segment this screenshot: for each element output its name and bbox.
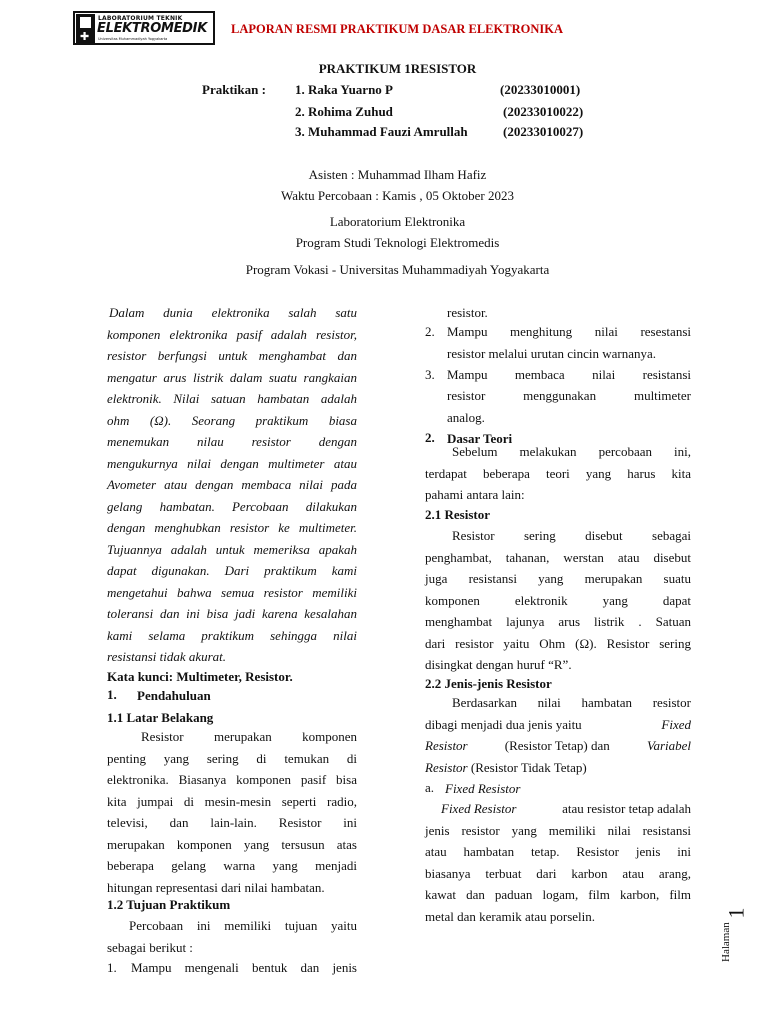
abstract-line: dapat digunakan. Dari praktikum kami xyxy=(107,563,357,578)
text-run: Resistor xyxy=(425,738,468,753)
section-1-title: Pendahuluan xyxy=(137,688,211,703)
praktikan-label: Praktikan : xyxy=(202,82,266,97)
paragraph-line: televisi, dan lain-lain. Resistor ini xyxy=(107,815,357,830)
experiment-time: Waktu Percobaan : Kamis , 05 Oktober 2023 xyxy=(281,188,514,203)
goal-1-number: 1. xyxy=(107,960,117,975)
abstract-line: mengatur arus listrik dalam suatu rangkaian xyxy=(107,369,357,385)
goal-1-continued: resistor. xyxy=(447,305,488,320)
paragraph-line: Percobaan ini memiliki tujuan yaitu xyxy=(129,918,357,933)
resistor-paragraph xyxy=(425,528,691,679)
paragraph-line: Resistor merupakan komponen xyxy=(141,729,357,744)
section-1-2-title: 1.2 Tujuan Praktikum xyxy=(107,897,231,912)
fixed-resistor-paragraph xyxy=(425,801,691,930)
paragraph-line xyxy=(425,738,691,760)
purpose-paragraph xyxy=(107,918,357,961)
abstract-line: Dalam dunia elektronika salah satu xyxy=(109,305,357,320)
goal-3-line: analog. xyxy=(447,410,485,425)
text-run: (Resistor Tetap) dan xyxy=(504,738,610,753)
logo-sub-text: Universitas Muhammadiyah Yogyakarta xyxy=(98,37,168,41)
text-run: (Resistor Tidak Tetap) xyxy=(470,759,587,775)
paragraph-line: sebagai berikut : xyxy=(107,939,193,955)
section-2-number: 2. xyxy=(425,430,435,445)
paragraph-line: komponen elektronik yang dapat xyxy=(425,592,691,608)
section-2-1-title: 2.1 Resistor xyxy=(425,507,490,522)
paragraph-line: jenis resistor yang memiliki nilai resistansi xyxy=(425,822,691,838)
paragraph-line: kawat dan paduan logam, film karbon, film xyxy=(425,887,691,902)
theory-intro xyxy=(425,444,691,509)
section-2-2-title: 2.2 Jenis-jenis Resistor xyxy=(425,676,552,691)
section-1-number: 1. xyxy=(107,687,117,702)
abstract-line: resistansi tidak akurat. xyxy=(107,649,227,664)
logo-emblem xyxy=(76,14,95,44)
report-header-title: LAPORAN RESMI PRAKTIKUM DASAR ELEKTRONIKA xyxy=(231,22,563,36)
study-program: Program Studi Teknologi Elektromedis xyxy=(295,235,500,250)
abstract-line: komponen elektronika pasif adalah resistor, xyxy=(107,326,357,342)
text-run: dibagi menjadi dua jenis yaitu xyxy=(425,716,582,732)
paragraph-line: Berdasarkan nilai hambatan resistor xyxy=(452,695,691,710)
abstract xyxy=(107,305,357,671)
text-run: Variabel xyxy=(646,738,691,753)
goal-1-text: Mampu mengenali bentuk dan jenis xyxy=(131,960,357,975)
page-label: Halaman xyxy=(720,922,732,962)
paragraph-line: metal dan keramik atau porselin. xyxy=(425,908,596,924)
goal-3-number: 3. xyxy=(425,367,435,382)
cross-icon: ✚ xyxy=(80,30,90,43)
member-2-id: (20233010022) xyxy=(503,104,584,119)
practicum-title: PRAKTIKUM 1RESISTOR xyxy=(318,61,477,76)
types-paragraph xyxy=(425,695,691,781)
paragraph-line: dari resistor yaitu Ohm (Ω). Resistor sering xyxy=(425,635,691,651)
abstract-line: mengetahui bahwa semua resistor memiliki xyxy=(107,584,357,600)
background-paragraph xyxy=(107,729,357,901)
paragraph-line xyxy=(425,801,691,823)
abstract-line: ohm (Ω). Seorang praktikum biasa xyxy=(107,412,357,428)
lab-logo xyxy=(73,11,215,45)
logo-top-text: LABORATORIUM TEKNIK xyxy=(98,15,183,22)
paragraph-line: biasanya terbuat dari karbon atau arang, xyxy=(425,865,691,881)
goal-3-line: resistor menggunakan multimeter xyxy=(447,388,691,403)
page-marker xyxy=(722,900,752,970)
paragraph-line: kita jumpai di mesin-mesin seperti radio, xyxy=(107,793,357,809)
member-2-name: 2. Rohima Zuhud xyxy=(295,104,393,119)
abstract-line: menemukan nilau resistor dengan xyxy=(107,434,357,449)
logo-brand-text: ELEKTROMEDIK xyxy=(97,21,207,36)
text-run: atau resistor tetap adalah xyxy=(562,801,691,816)
paragraph-line: terdapat beberapa teori yang harus kita xyxy=(425,465,691,481)
abstract-line: resistor berfungsi untuk menghambat dan xyxy=(107,348,357,363)
paragraph-line: juga resistansi yang merupakan suatu xyxy=(425,571,691,586)
paragraph-line: elektronika. Biasanya komponen pasif bisa xyxy=(107,772,357,787)
abstract-line: Tujuannya adalah untuk memeriksa apakah xyxy=(107,541,357,557)
member-1-id: (20233010001) xyxy=(500,82,581,97)
paragraph-line: disingkat dengan huruf “R”. xyxy=(425,657,572,672)
section-2-title: Dasar Teori xyxy=(447,431,513,446)
subsection-a-marker: a. xyxy=(425,780,435,795)
abstract-line: toleransi dan ini bisa jadi karena kesalahan xyxy=(107,606,357,621)
paragraph-line xyxy=(425,717,691,739)
text-run: Fixed xyxy=(661,716,691,732)
abstract-line: mengukurnya nilai dengan multimeter atau xyxy=(107,455,357,471)
abstract-line: dengan menghubkan resistor ke multimeter. xyxy=(107,520,357,535)
goal-3-line: Mampu membaca nilai resistansi xyxy=(447,367,691,382)
university-name: Program Vokasi - Universitas Muhammadiyah Yogyakarta xyxy=(245,262,550,277)
keywords: Kata kunci: Multimeter, Resistor. xyxy=(107,669,293,684)
paragraph-line: hitungan representasi dari nilai hambatan. xyxy=(107,879,325,895)
abstract-line: Avometer atau dengan membaca nilai pada xyxy=(107,477,357,492)
member-3-name: 3. Muhammad Fauzi Amrullah xyxy=(295,124,468,139)
text-run: Resistor xyxy=(425,759,468,775)
paragraph-line: Resistor sering disebut sebagai xyxy=(452,528,691,543)
text-run: Fixed Resistor xyxy=(441,801,517,816)
paragraph-line: menghambat lajunya arus listrik . Satuan xyxy=(425,614,691,629)
abstract-line: gelang hambatan. Percobaan dilakukan xyxy=(107,498,357,514)
goal-2-line: resistor melalui urutan cincin warnanya. xyxy=(447,346,657,361)
paragraph-line: beberapa gelang warna yang menjadi xyxy=(107,858,357,873)
goal-2-line: Mampu menghitung nilai resestansi xyxy=(447,324,691,339)
abstract-line: elektronik. Nilai satuan hambatan adalah xyxy=(107,391,357,406)
paragraph-line: Sebelum melakukan percobaan ini, xyxy=(452,444,691,459)
paragraph-line: penghambat, tahanan, werstan atau disebut xyxy=(425,549,691,565)
page-number: 1 xyxy=(723,907,749,919)
lab-name: Laboratorium Elektronika xyxy=(329,214,466,229)
goal-2-number: 2. xyxy=(425,324,435,339)
paragraph-line: penting yang sering di temukan di xyxy=(107,750,357,766)
abstract-line: kami selama praktikum sehingga nilai xyxy=(107,627,357,643)
member-1-name: 1. Raka Yuarno P xyxy=(295,82,394,97)
subsection-a-title: Fixed Resistor xyxy=(445,781,521,796)
section-1-1-title: 1.1 Latar Belakang xyxy=(107,710,214,725)
paragraph-line: merupakan komponen yang tersusun atas xyxy=(107,836,357,852)
paragraph-line: atau hambatan tetap. Resistor jenis ini xyxy=(425,844,691,859)
member-3-id: (20233010027) xyxy=(503,124,584,139)
assistant-line: Asisten : Muhammad Ilham Hafiz xyxy=(308,167,487,182)
paragraph-line: pahami antara lain: xyxy=(425,487,525,502)
paragraph-line xyxy=(425,760,691,782)
